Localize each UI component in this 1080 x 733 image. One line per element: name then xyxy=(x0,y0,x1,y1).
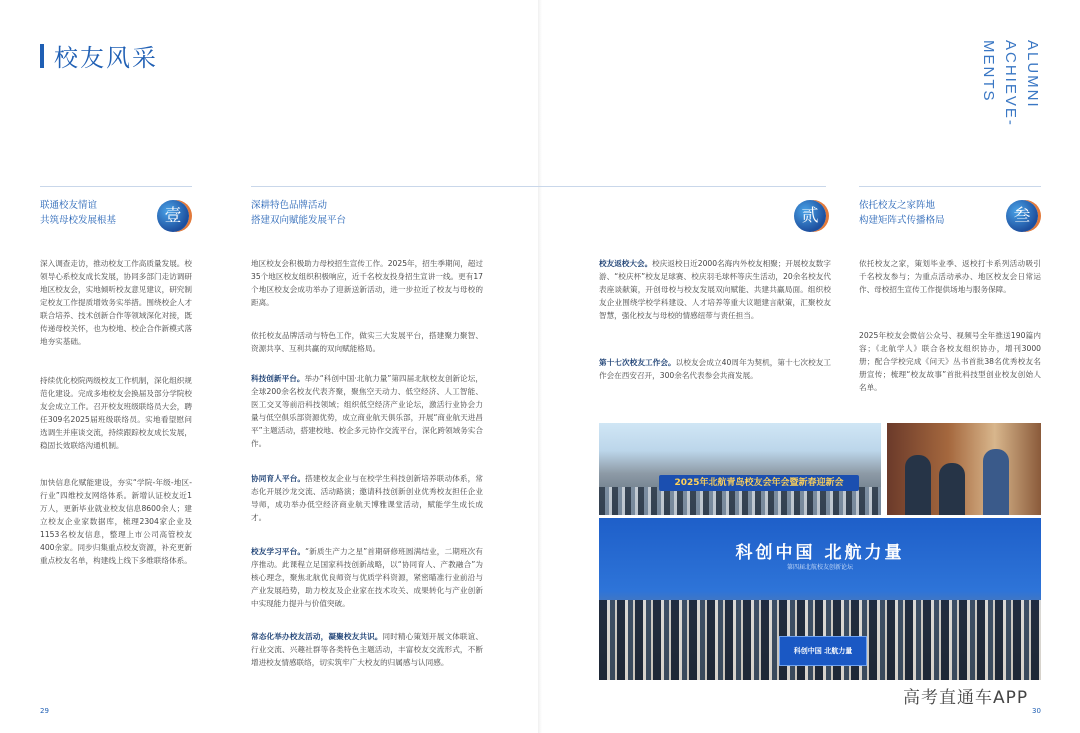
col4-paragraph-2: 2025年校友会微信公众号、视频号全年推送190篇内容；《北航学人》联合各校友组织协办，增刊3000册；配合学校完成《问天》丛书首批38名优秀校友名册宣传；梳理“校友故事”首批科技型创业校友创始人名单。 xyxy=(859,331,1041,392)
section-1-heading-line-2: 共筑母校发展根基 xyxy=(40,215,117,226)
col2-item-events-lead: 常态化举办校友活动，凝聚校友共识。 xyxy=(251,632,383,641)
col4-paragraph-1: 依托校友之家，策划毕业季、返校打卡系列活动吸引千名校友参与；为重点活动承办、地区校友会日常运作、母校招生宣传工作提供场地与服务保障。 xyxy=(859,259,1041,294)
col2-item-edu-lead: 协同育人平台。 xyxy=(251,474,306,483)
photo-crowd xyxy=(599,487,881,515)
section-1-rule xyxy=(40,186,192,187)
col1-paragraph-3: 加快信息化赋能建设，夯实“学院-年级-地区-行业”四维校友网络体系。新增认证校友近1万人，更新毕业就业校友信息8600余人；建立校友企业家数据库，梳理2304家企业及1153名校友信息，整理上市公司高管校友400余家。同步归集重点校友资源，补充更新重点校友名单，构建线上线下多维联络体系。 xyxy=(40,478,192,565)
photo-person xyxy=(983,449,1009,515)
col2-item-edu xyxy=(251,472,483,524)
section-2-heading-line-2: 搭建双向赋能发展平台 xyxy=(251,215,347,226)
col3-item-meeting xyxy=(599,356,831,382)
side-title xyxy=(980,40,1050,150)
col2-intro-2: 依托校友品牌活动与特色工作，做实三大发展平台，搭建聚力聚智、资源共享、互利共赢的双向赋能格局。 xyxy=(251,331,483,353)
section-2-rule xyxy=(251,186,826,187)
photo-forum-headline: 科创中国 北航力量 xyxy=(735,543,905,563)
side-title-line-2: ACHIEVE- xyxy=(1002,40,1019,127)
photo-person xyxy=(905,455,931,515)
side-title-line-1: ALUMNI xyxy=(1024,40,1041,109)
photo-forum-group xyxy=(599,518,1041,680)
col3-item-return-lead: 校友返校大会。 xyxy=(599,259,653,268)
col3-item-return-body: 校庆返校日近2000名海内外校友相聚；开展校友数字游、“校庆杯”校友足球赛、校庆羽毛球杯等庆生活动，20余名校友代表座谈献策，开创母校与校友发展双向赋能、共建共赢局面。组织校友企业围绕学校学科建设、人才培养等重大议题建言献策，汇聚校友智慧，强化校友与母校的情感纽带与责任担当。 xyxy=(599,259,831,320)
section-3-heading xyxy=(859,198,945,228)
photo-group-annual-meeting xyxy=(599,423,881,515)
page-number-right: 30 xyxy=(1032,707,1041,715)
section-3-heading-line-2: 构建矩阵式传播格局 xyxy=(859,215,945,226)
col3-item-meeting-lead: 第十七次校友工作会。 xyxy=(599,358,676,367)
title-accent-bar xyxy=(40,44,44,68)
watermark: 高考直通车APP xyxy=(903,688,1029,708)
col2-intro-1: 地区校友会积极助力母校招生宣传工作。2025年，招生季期间，超过35个地区校友组织积极响应，近千名校友投身招生宣讲一线。更有17个地区校友会成功举办了迎新送新活动，进一步拉近了校友与母校的距离。 xyxy=(251,259,483,307)
section-2-badge: 贰 xyxy=(794,200,826,232)
col2-item-events xyxy=(251,630,483,669)
page-number-left: 29 xyxy=(40,707,49,715)
section-1-badge: 壹 xyxy=(157,200,189,232)
photo-person xyxy=(939,463,965,515)
photo-forum-screen: 科创中国 北航力量 xyxy=(779,636,867,666)
col2-item-edu-body: 搭建校友企业与在校学生科技创新培养联动体系，常态化开展沙龙交流、活动路演；邀请科技创新创业优秀校友担任企业导师，成功举办低空经济商业航天博雅课堂活动，赋能学生成长成才。 xyxy=(251,474,484,522)
photo-forum-subline: 第四届北航校友创新论坛 xyxy=(786,564,853,571)
photo-banner: 2025年北航青岛校友会年会暨新春迎新会 xyxy=(659,475,859,491)
col2-item-study-lead: 校友学习平台。 xyxy=(251,547,306,556)
photo-exhibition-visit xyxy=(887,423,1041,515)
col1-paragraph-2: 持续优化校院两级校友工作机制，深化组织规范化建设。完成多地校友会换届及部分学院校友会成立工作。召开校友班级联络员大会，聘任309名2025届班级联络员。实地看望慰问选调生并座谈交流，持续跟踪校友成长发展，稳固长效联络沟通机制。 xyxy=(40,376,192,450)
section-3-rule xyxy=(859,186,1041,187)
section-1-heading-line-1: 联通校友情谊 xyxy=(40,200,98,211)
section-2-heading xyxy=(251,198,346,228)
section-1-heading xyxy=(40,198,116,228)
section-3-badge: 叁 xyxy=(1006,200,1038,232)
side-title-line-3: MENTS xyxy=(980,40,997,103)
col2-item-tech-lead: 科技创新平台。 xyxy=(251,374,305,383)
col3-item-meeting-body: 以校友会成立40周年为契机，第十七次校友工作会在西安召开，300余名代表参会共商发展。 xyxy=(599,358,831,380)
col2-item-events-body: 同时精心策划开展文体联谊、行业交流、兴趣社群等各类特色主题活动，丰富校友交流形式，不断增进校友情感联络，切实筑牢广大校友的归属感与认同感。 xyxy=(251,632,483,667)
page-title-block xyxy=(40,38,158,73)
col1-paragraph-1: 深入调查走访，推动校友工作高质量发展。校领导心系校友成长发展，协同多部门走访调研地区校友会，实地倾听校友意见建议，研究制定校友工作提质增效务实举措。围绕校企人才联合培养、技术创新合作等领域深化对接，既传递母校关怀，也为校地、校企合作新模式落地夯实基础。 xyxy=(40,259,192,346)
page-title: 校友风采 xyxy=(54,44,158,72)
section-3-heading-line-1: 依托校友之家阵地 xyxy=(859,200,936,211)
col2-item-study-body: “新质生产力之星”首期研修班圆满结业，二期班次有序推动。此课程立足国家科技创新战略，以“协同育人、产教融合”为核心理念，聚焦北航优良师资与优质学科资源，紧密瞄准行业前沿与产业发展趋势，助力校友及企业家在技术攻关、成果转化与产业创新中实现能力提升与价值突破。 xyxy=(251,547,484,608)
col3-item-return xyxy=(599,257,831,322)
col2-item-study xyxy=(251,545,483,610)
col2-item-tech-body: 举办“科创中国·北航力量”第四届北航校友创新论坛，全球200余名校友代表齐聚，聚焦空天动力、低空经济、人工智能、医工交叉等前沿科技领域；组织低空经济产业论坛，激活行业协会力量与低空俱乐部资源优势，成立商业航天俱乐部，开展“商业航天进昌平”主题活动，搭建校地、校企多元协作交流平台，深化跨领域务实合作。 xyxy=(251,374,484,448)
page-gutter xyxy=(538,0,542,733)
col2-item-tech xyxy=(251,372,483,450)
section-2-heading-line-1: 深耕特色品牌活动 xyxy=(251,200,328,211)
